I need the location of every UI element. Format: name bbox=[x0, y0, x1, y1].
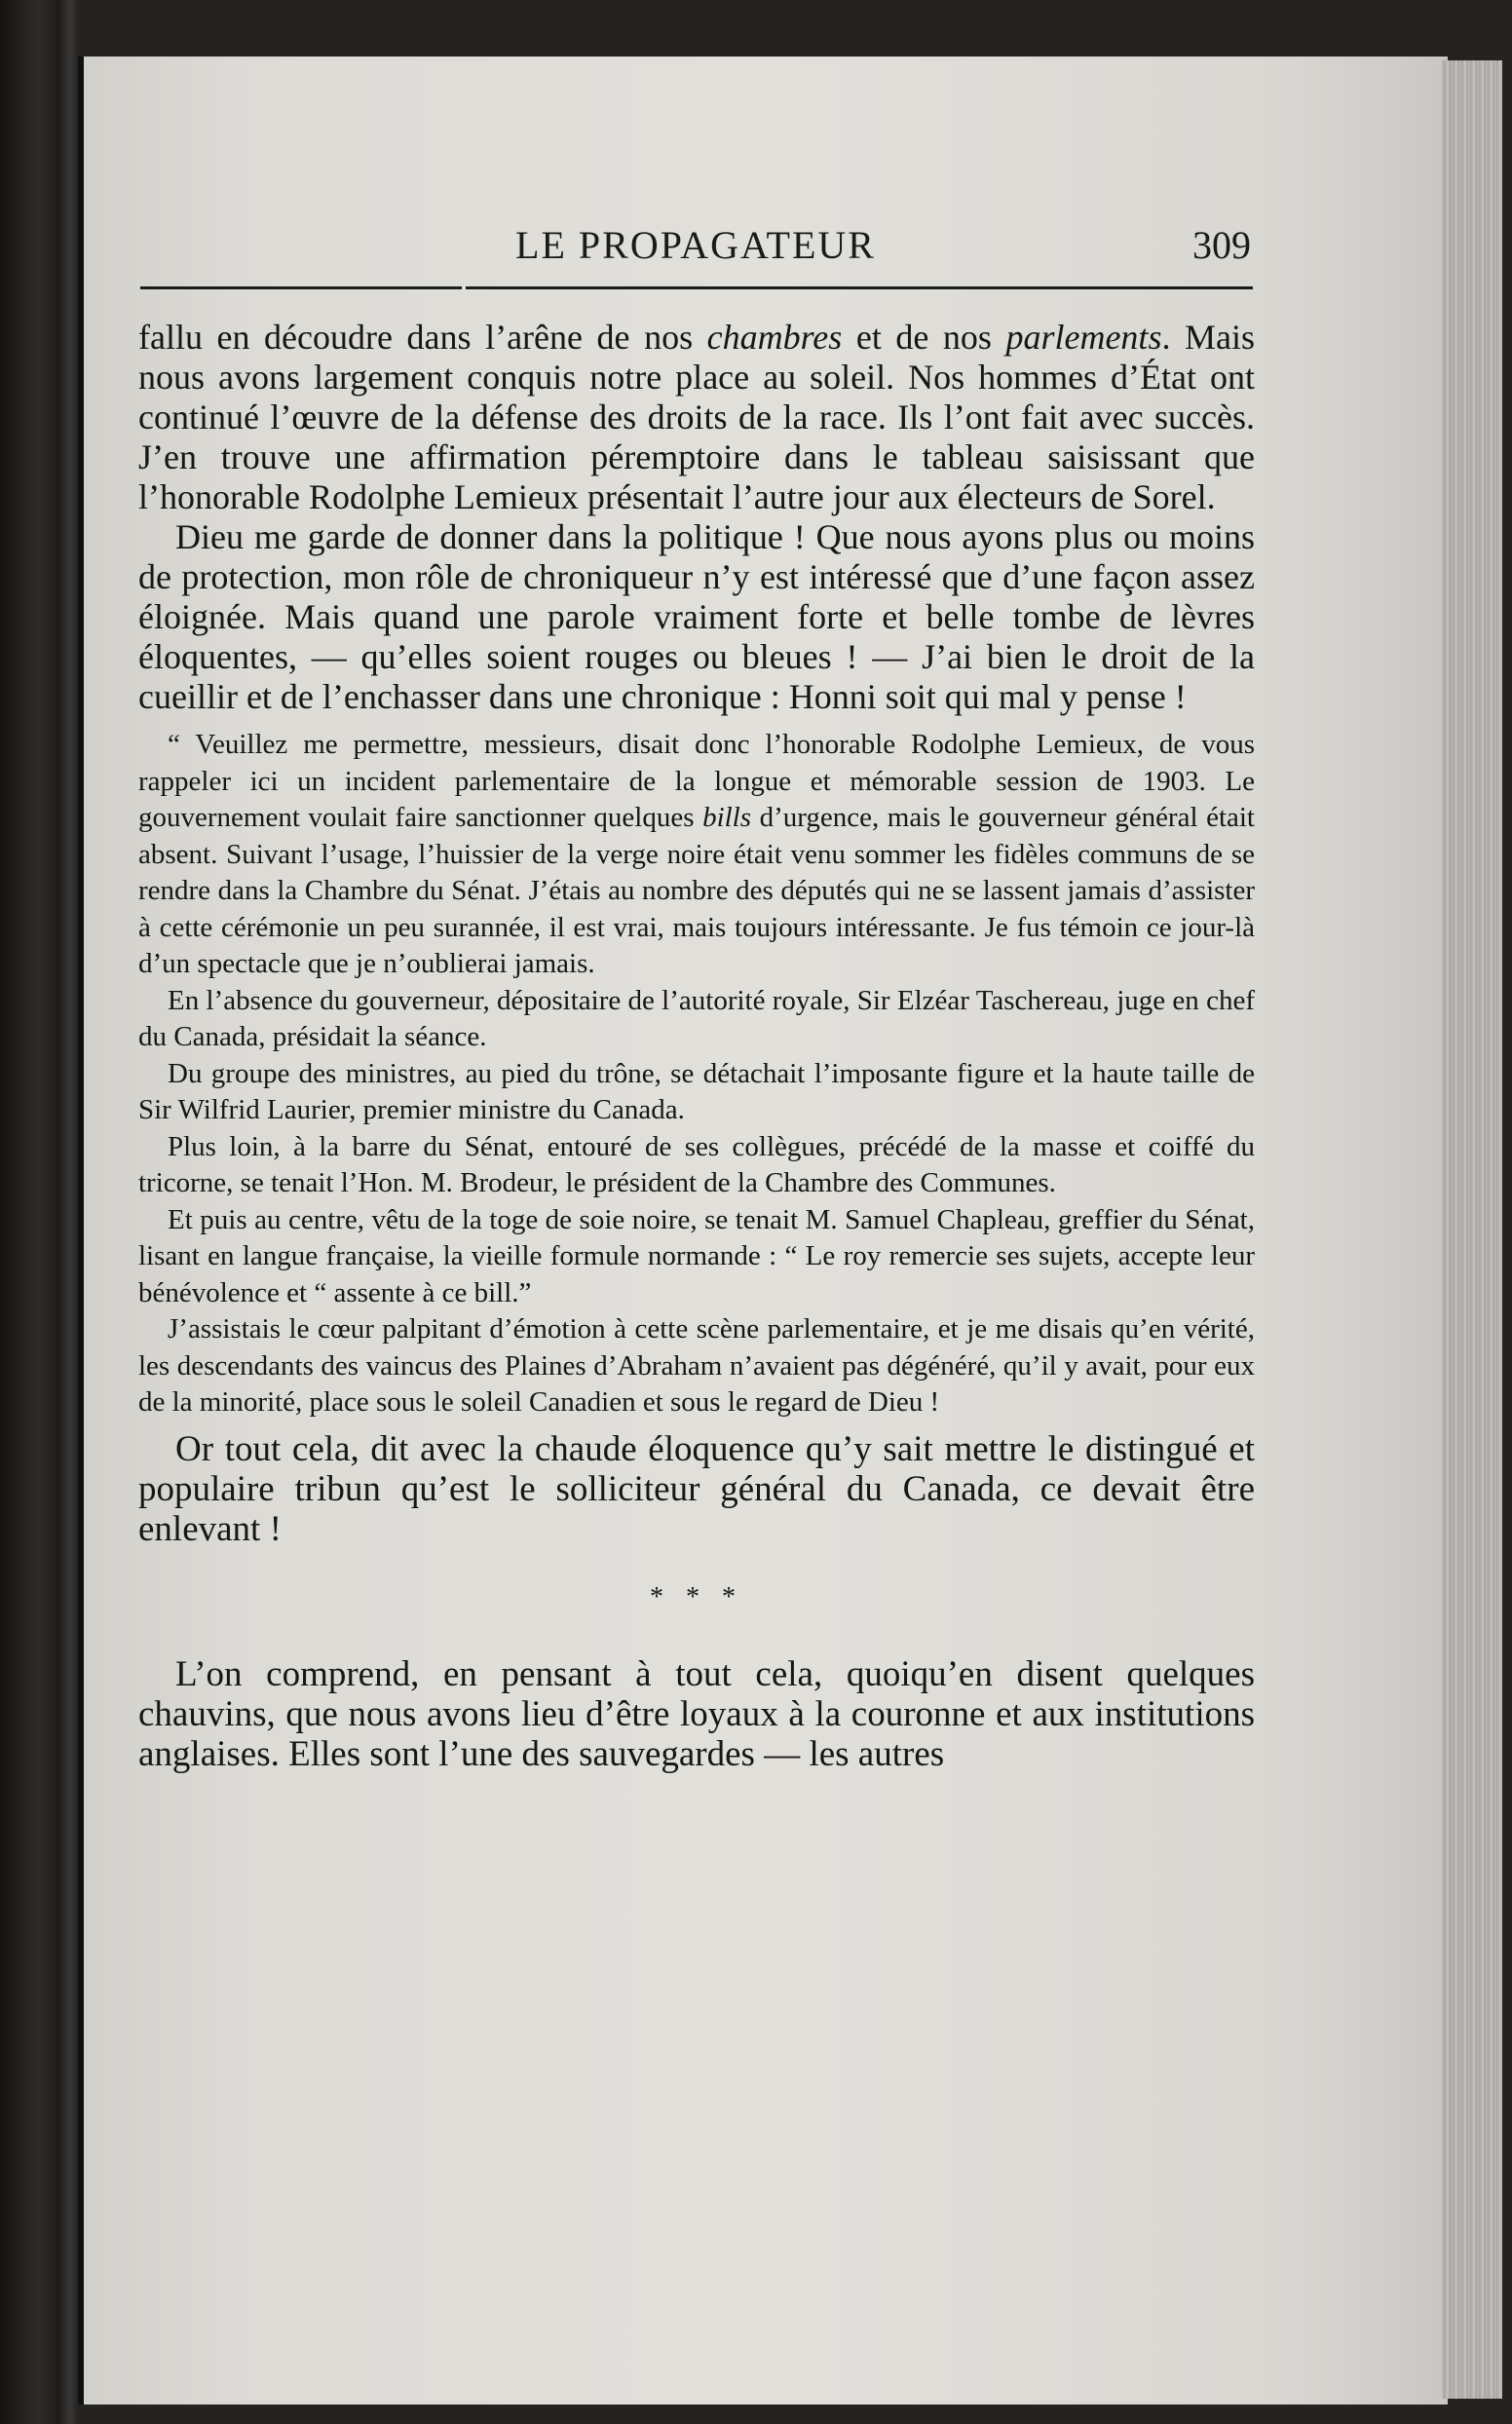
quote-paragraph-emotion: J’assistais le cœur palpitant d’émotion à cette scène parlementaire, et je me disais qu’en vérité, les descendants des vaincus des Plaines d’Abraham n’avaient pas dégénéré, qu’il y avait, pour eux de la minorité, place sous le soleil Canadien et sous le regard de Dieu ! bbox=[138, 1313, 1255, 1418]
text-run: d’urgence, mais le gouverneur général était absent. Suivant l’usage, l’huissier de la verge noire était venu sommer les fidèles communs de se rendre dans la Chambre du Sénat. J’étais au nombre des députés qui ne se lassent jamais d’assister à cette cérémonie un peu surannée, il est vrai, mais toujours intéressante. Je fus témoin ce jour-là d’un spectacle que je n’oublierai jamais. bbox=[138, 802, 1255, 979]
text-run: “ Veuillez me permettre, messieurs, disait donc l’honorable Rodolphe Lemieux, de vous rappeler ici un incident parlementaire de la longue et mémorable session de 1903. Le gouvernement voulait faire sanctionner quelques bbox=[138, 729, 1255, 833]
page-header bbox=[140, 222, 1251, 281]
section-separator: * * * bbox=[650, 1581, 743, 1612]
text-run: et de nos bbox=[842, 318, 1006, 357]
paragraph-politique: Dieu me garde de donner dans la politique ! Que nous ayons plus ou moins de protection, mon rôle de chroniqueur n’y est intéressé que d’une façon assez éloignée. Mais quand une parole vraiment forte et belle tombe de lèvres éloquentes, — qu’elles soient rouges ou bleues ! — J’ai bien le droit de la cueillir et de l’enchasser dans une chronique : Honni soit qui mal y pense ! bbox=[138, 517, 1255, 716]
italic-text: chambres bbox=[706, 318, 843, 357]
quote-paragraph-taschereau: En l’absence du gouverneur, dépositaire de l’autorité royale, Sir Elzéar Taschereau, juge en chef du Canada, présidait la séance. bbox=[138, 984, 1255, 1052]
page-number: 309 bbox=[1192, 223, 1251, 267]
quote-paragraph-brodeur: Plus loin, à la barre du Sénat, entouré de ses collègues, précédé de la masse et coiffé du tricorne, se tenait l’Hon. M. Brodeur, le président de la Chambre des Communes. bbox=[138, 1130, 1255, 1198]
running-title: LE PROPAGATEUR bbox=[515, 223, 876, 267]
quote-paragraph-chapleau: Et puis au centre, vêtu de la toge de soie noire, se tenait M. Samuel Chapleau, greffier du Sénat, lisant en langue française, la vieille formule normande : “ Le roy remercie ses sujets, accepte leur bénévolence et “ assente à ce bill.” bbox=[138, 1203, 1255, 1308]
text-run: fallu en découdre dans l’arêne de nos bbox=[138, 318, 707, 357]
paragraph-loyaute: L’on comprend, en pensant à tout cela, quoiqu’en disent quelques chauvins, que nous avons lieu d’être loyaux à la couronne et aux institutions anglaises. Elles sont l’une des sauvegardes — les autres bbox=[138, 1653, 1255, 1774]
page-edge bbox=[1442, 60, 1502, 2399]
paragraph-eloquence: Or tout cela, dit avec la chaude éloquence qu’y sait mettre le distingué et populaire tribun qu’est le solliciteur général du Canada, ce devait être enlevant ! bbox=[138, 1428, 1255, 1549]
paragraph-continued bbox=[138, 318, 1255, 517]
header-rule-left bbox=[140, 286, 462, 289]
italic-text: bills bbox=[702, 802, 752, 833]
quote-paragraph-laurier: Du groupe des ministres, au pied du trône, se détachait l’imposante figure et la haute taille de Sir Wilfrid Laurier, premier ministre du Canada. bbox=[138, 1057, 1255, 1125]
text-run: . Mais nous avons largement conquis notre place au soleil. Nos hommes d’État ont continué l’œuvre de la défense des droits de la race. Ils l’ont fait avec succès. J’en trouve une affirmation péremptoire dans le tableau saisissant que l’honorable Rodolphe Lemieux présentait l’autre jour aux électeurs de Sorel. bbox=[138, 318, 1256, 516]
page-body bbox=[138, 318, 1255, 1774]
italic-text: parlements bbox=[1005, 318, 1162, 357]
quote-paragraph-session-1903 bbox=[138, 727, 1255, 983]
header-rule-right bbox=[466, 286, 1253, 289]
